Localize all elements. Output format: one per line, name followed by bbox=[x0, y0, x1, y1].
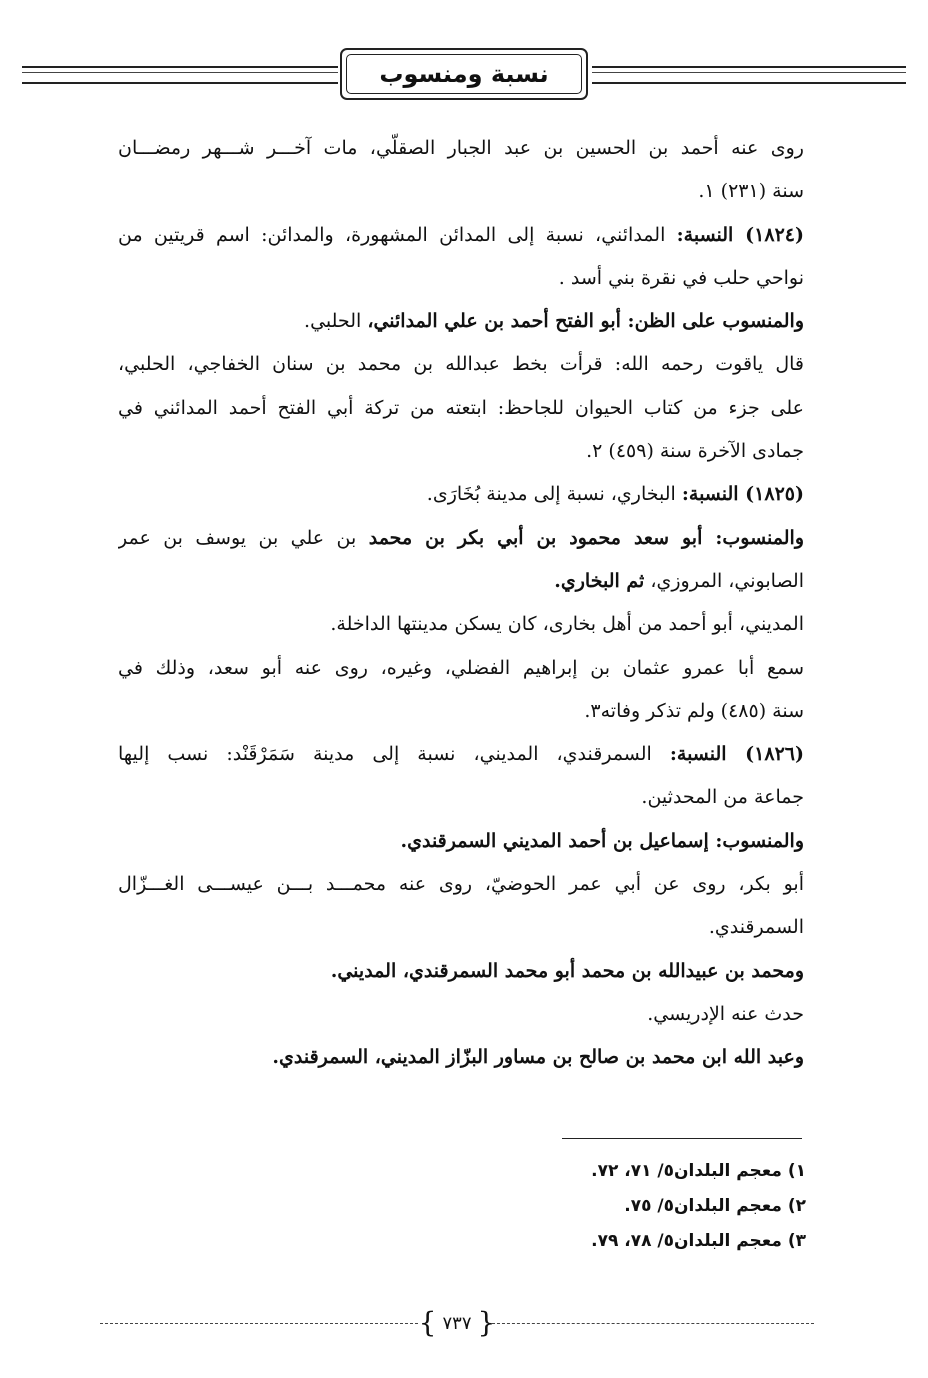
line-text: جمادى الآخرة سنة (٤٥٩) ٢. bbox=[586, 440, 804, 463]
text-line bbox=[118, 951, 804, 994]
line-heading: (١٨٢٥) النسبة: bbox=[681, 483, 804, 506]
line-text: على جزء من كتاب الحيوان للجاحظ: ابتعته من تركة أبي الفتح أحمد المدائني في bbox=[118, 396, 804, 419]
text-line bbox=[118, 864, 804, 907]
page-number bbox=[418, 1306, 496, 1339]
line-text: السمرقندي. bbox=[708, 916, 804, 939]
line-text: البخاري، نسبة إلى مدينة بُخَارَى. bbox=[426, 483, 682, 506]
text-line bbox=[118, 907, 804, 950]
line-text: حدث عنه الإدريسي. bbox=[647, 1002, 804, 1025]
line-heading: وعبد الله ابن محمد بن صالح بن مساور البزّاز المديني، السمرقندي. bbox=[272, 1046, 804, 1069]
footer-rule-left bbox=[100, 1323, 418, 1324]
page-number-value: ٧٣٧ bbox=[442, 1312, 472, 1334]
line-text: نواحي حلب في نقرة بني أسد . bbox=[558, 266, 804, 289]
text-line bbox=[118, 561, 804, 604]
line-text: روى عنه أحمد بن الحسين بن عبد الجبار الصقلّي، مات آخـــر شـــهر رمضـــان bbox=[118, 137, 804, 159]
header-rule-left bbox=[22, 66, 338, 84]
text-line bbox=[118, 994, 804, 1037]
line-text: جماعة من المحدثين. bbox=[641, 786, 804, 809]
text-line bbox=[118, 171, 804, 214]
text-line bbox=[118, 648, 804, 691]
text-line bbox=[118, 301, 804, 344]
line-text: بن علي بن يوسف بن عمر bbox=[118, 526, 369, 549]
line-text: سمع أبا عمرو عثمان بن إبراهيم الفضلي، وغيره، روى عنه أبو سعد، وذلك في bbox=[118, 656, 804, 679]
text-line bbox=[118, 388, 804, 431]
line-text: أبو بكر، روى عن أبي عمر الحوضيّ، روى عنه محمـــد بـــن عيســـى الغـــزّال bbox=[118, 873, 804, 896]
line-heading: (١٨٢٦) النسبة: bbox=[669, 743, 804, 766]
line-text: سنة (٢٣١) ١. bbox=[698, 180, 804, 203]
text-line bbox=[118, 1037, 804, 1080]
page-number-brace-left: { bbox=[418, 1306, 437, 1339]
text-line bbox=[118, 431, 804, 474]
line-heading: ومحمد بن عبيدالله بن محمد أبو محمد السمرقندي، المديني. bbox=[330, 959, 804, 982]
text-line bbox=[118, 344, 804, 387]
line-text: المديني، أبو أحمد من أهل بخارى، كان يسكن مدينتها الداخلة. bbox=[330, 613, 804, 636]
line-heading: والمنسوب: أبو سعد محمود بن أبي بكر بن محمد bbox=[368, 526, 804, 549]
line-heading: والمنسوب على الظن: أبو الفتح أحمد بن علي المدائني، bbox=[367, 310, 804, 333]
line-text: السمرقندي، المديني، نسبة إلى مدينة سَمَرْقَنْد: نسب إليها bbox=[118, 743, 670, 766]
text-line bbox=[118, 215, 804, 258]
footnote-item: ٢) معجم البلدان٥/ ٧٥. bbox=[624, 1196, 806, 1216]
line-text: الحلبي. bbox=[304, 310, 368, 333]
page-number-brace-right: } bbox=[477, 1306, 496, 1339]
line-text: قال ياقوت رحمه الله: قرأت بخط عبدالله بن محمد بن سنان الخفاجي، الحلبي، bbox=[118, 353, 804, 376]
line-text: المدائني، نسبة إلى المدائن المشهورة، والمدائن: اسم قريتين من bbox=[118, 223, 677, 246]
page-body bbox=[118, 128, 804, 1081]
text-line bbox=[118, 691, 804, 734]
line-text: الصابوني، المروزي، bbox=[644, 569, 804, 592]
footnote-separator bbox=[562, 1138, 802, 1139]
text-line bbox=[118, 604, 804, 647]
line-bold-tail: ثم البخاري. bbox=[554, 569, 645, 592]
footnote-item: ٣) معجم البلدان٥/ ٧٨، ٧٩. bbox=[591, 1231, 806, 1251]
footnotes bbox=[470, 1154, 806, 1259]
text-line bbox=[118, 128, 804, 171]
text-line bbox=[118, 474, 804, 517]
header-frame bbox=[340, 48, 588, 100]
footnote-item: ١) معجم البلدان٥/ ٧١، ٧٢. bbox=[591, 1161, 806, 1181]
header-rule-right bbox=[592, 66, 906, 84]
text-line bbox=[118, 777, 804, 820]
text-line bbox=[118, 821, 804, 864]
text-line bbox=[118, 734, 804, 777]
text-line bbox=[118, 258, 804, 301]
line-text: سنة (٤٨٥) ولم تذكر وفاته٣. bbox=[584, 699, 804, 722]
line-heading: والمنسوب: إسماعيل بن أحمد المديني السمرقندي. bbox=[400, 829, 804, 852]
line-heading: (١٨٢٤) النسبة: bbox=[676, 223, 804, 246]
text-line bbox=[118, 518, 804, 561]
header-title: نسبة ومنسوب bbox=[346, 54, 582, 94]
footer-rule-right bbox=[492, 1323, 814, 1324]
